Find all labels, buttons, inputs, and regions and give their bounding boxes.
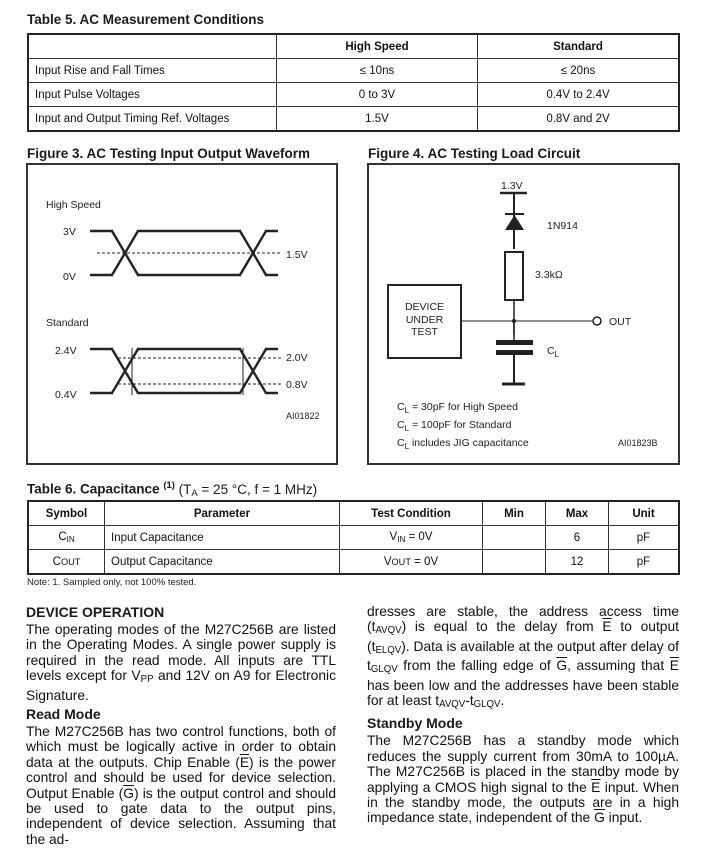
table-cell: Input Rise and Fall Times — [28, 59, 277, 83]
standard-trace-b — [90, 349, 278, 393]
waveform-figure — [26, 163, 338, 465]
table-cell: Input and Output Timing Ref. Voltages — [28, 107, 277, 132]
figure4-code: AI01823B — [618, 438, 658, 448]
table-row — [28, 526, 679, 550]
out-label: OUT — [609, 316, 632, 328]
table-cell: Input Pulse Voltages — [28, 83, 277, 107]
read-mode-heading: Read Mode — [26, 706, 101, 723]
table-cell: 0.4V to 2.4V — [478, 83, 680, 107]
capacitor-plate-top — [496, 340, 533, 345]
min-cell — [483, 550, 546, 575]
table-header-cell: Test Condition — [340, 501, 483, 526]
standard-ref-low-label: 0.8V — [286, 379, 308, 391]
standard-low-label: 0.4V — [55, 389, 77, 401]
cl-note-2: $C_L = 100pF$ for Standard — [397, 419, 512, 433]
table-header-cell: Max — [546, 501, 609, 526]
table6-note: Note: 1. Sampled only, not 100% tested. — [27, 577, 197, 588]
min-cell — [483, 526, 546, 550]
table-row — [28, 59, 679, 83]
max-cell: 6 — [546, 526, 609, 550]
table-cell: ≤ 10ns — [277, 59, 478, 83]
table-header-cell: Unit — [609, 501, 680, 526]
ac-measurement-table — [27, 33, 680, 132]
capacitor-label: $C_L$ — [547, 345, 560, 359]
table-header-cell: Parameter — [105, 501, 340, 526]
parameter-cell: Input Capacitance — [105, 526, 340, 550]
table-header-cell: Standard — [478, 34, 680, 59]
out-terminal-icon — [593, 317, 601, 325]
high-speed-label: High Speed — [46, 199, 101, 211]
standby-mode-paragraph: The M27C256B has a standby mode which reduces the supply current from 30mA to 100µA. The M27C256B is placed in the standby mode by applying a CMOS high signal to the $\overline{E}$ input. When in the standby mode, the outputs are in a high impedance state, independent of the $\overline{G}$ input. — [367, 733, 679, 826]
figure3-code: AI01822 — [286, 411, 320, 421]
table-cell: 0 to 3V — [277, 83, 478, 107]
supply-label: 1.3V — [501, 180, 523, 192]
cl-note-3: $C_L$ includes JIG capacitance — [397, 437, 529, 451]
table-row — [28, 107, 679, 132]
capacitor-plate-bottom — [496, 350, 533, 355]
table-cell: 1.5V — [277, 107, 478, 132]
table-header-cell — [28, 34, 277, 59]
diode-icon — [505, 215, 524, 230]
load-circuit-diagram — [369, 165, 678, 463]
table-row — [28, 83, 679, 107]
right-column — [367, 604, 679, 826]
read-mode-paragraph-part1: The M27C256B has two control functions, both of which must be logically active in order to obtain data at the outputs. Chip Enable $(\overline{E})$ is the power control and should be used for device selection. Output Enable $(\overline{G})$ is the output control and should be used to gate data to the output pins, independent of device selection. Assuming that the ad- — [26, 724, 336, 847]
resistor-icon — [505, 252, 523, 300]
footnote-marker: (1) — [163, 480, 175, 491]
unit-cell: pF — [609, 550, 680, 575]
standard-trace-a — [90, 349, 278, 393]
table-header-cell: High Speed — [277, 34, 478, 59]
left-column — [26, 604, 336, 847]
dut-label-line2: UNDER — [405, 314, 444, 326]
standard-high-label: 2.4V — [55, 345, 77, 357]
table-header-cell: Symbol — [28, 501, 105, 526]
dut-label-line1: DEVICE — [404, 301, 445, 313]
symbol-cell: COUT — [28, 550, 105, 575]
device-operation-heading: DEVICE OPERATION — [26, 604, 165, 620]
figure4-caption: Figure 4. AC Testing Load Circuit — [368, 146, 581, 161]
high-speed-high-label: 3V — [63, 226, 76, 238]
device-operation-paragraph: The operating modes of the M27C256B are listed in the Operating Modes. A single power supply is required in the read mode. All inputs are TTL levels except for $V_{PP}$ and 12V on A9 for Electronic Signature. — [26, 622, 336, 703]
standby-mode-heading: Standby Mode — [367, 715, 463, 732]
standard-ref-high-label: 2.0V — [286, 352, 308, 364]
dut-label-line3: TEST — [411, 326, 438, 338]
table-header-row — [28, 501, 679, 526]
high-speed-low-label: 0V — [63, 271, 76, 283]
table6-caption-title: Table 6. Capacitance — [27, 481, 160, 497]
table-cell: ≤ 20ns — [478, 59, 680, 83]
high-speed-ref-label: 1.5V — [286, 249, 308, 261]
waveform-diagram — [28, 165, 336, 463]
condition-cell: $V_{IN} = 0V$ — [340, 526, 483, 550]
table-row — [28, 550, 679, 575]
read-mode-paragraph-part2: dresses are stable, the address access time $(t_{AVQV})$ is equal to the delay from $\overline{E}$ to output $(t_{ELQV})$. Data is available at the output after delay of $t_{GLQV}$ from the falling edge of $\overline{G}$, assuming that $\overline{E}$ has been low and the addresses have been stable for at least $t_{AVQV}-t_{GLQV}$. — [367, 604, 679, 711]
table5-caption: Table 5. AC Measurement Conditions — [27, 12, 265, 27]
unit-cell: pF — [609, 526, 680, 550]
load-circuit-figure — [367, 163, 680, 465]
diode-label: 1N914 — [547, 220, 578, 232]
resistor-label: 3.3kΩ — [535, 269, 563, 281]
capacitance-table — [27, 500, 680, 575]
figure3-caption: Figure 3. AC Testing Input Output Waveform — [27, 146, 310, 161]
table-header-cell: Min — [483, 501, 546, 526]
max-cell: 12 — [546, 550, 609, 575]
symbol-cell: $C_{IN}$ — [28, 526, 105, 550]
table6-conditions: ($T_A = 25$ °C, f = 1 MHz) — [174, 481, 318, 499]
table-header-row — [28, 34, 679, 59]
condition-cell: VOUT = 0V — [340, 550, 483, 575]
table-cell: 0.8V and 2V — [478, 107, 680, 132]
cl-note-1: $C_L = 30pF$ for High Speed — [397, 401, 518, 415]
standard-label: Standard — [46, 317, 89, 329]
table6-caption — [27, 480, 317, 499]
parameter-cell: Output Capacitance — [105, 550, 340, 575]
